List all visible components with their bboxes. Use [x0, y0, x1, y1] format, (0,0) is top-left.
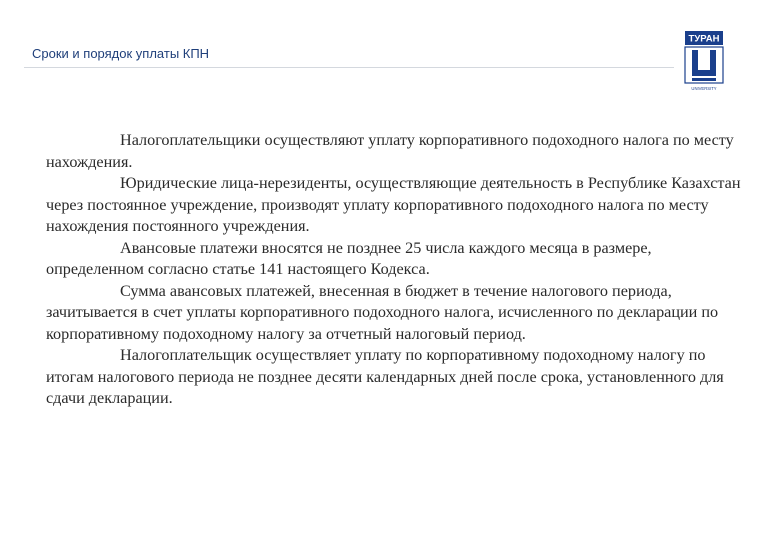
- paragraph-4: Сумма авансовых платежей, внесенная в бюджет в течение налогового периода, зачитывается в счет уплаты корпоративного подоходного налога, исчисленного по декларации по корпоративному подоходному налогу за отчетный налоговый период.: [46, 281, 719, 343]
- page-title: Сроки и порядок уплаты КПН: [32, 46, 210, 61]
- paragraph-1: Налогоплательщики осуществляют уплату корпоративного подоходного налога по месту нахождения.: [46, 131, 734, 171]
- logo-subtext: UNIVERSITY: [691, 86, 717, 91]
- logo-name: ТУРАН: [688, 33, 720, 45]
- paragraph-2: Юридические лица-нерезиденты, осуществляющие деятельность в Республике Казахстан через постоянное учреждение, производят уплату корпоративного подоходного налога по месту нахождения постоянного учреждения.: [46, 174, 741, 235]
- turan-logo: [684, 30, 724, 92]
- header-divider: [24, 67, 674, 68]
- paragraph-3: Авансовые платежи вносятся не позднее 25 числа каждого месяца в размере, определенном согласно статье 141 настоящего Кодекса.: [46, 238, 652, 278]
- paragraph-5: Налогоплательщик осуществляет уплату по корпоративному подоходному налогу по итогам налогового периода не позднее десяти календарных дней после срока, установленного для сдачи декларации.: [46, 346, 724, 407]
- body-text: [46, 130, 746, 410]
